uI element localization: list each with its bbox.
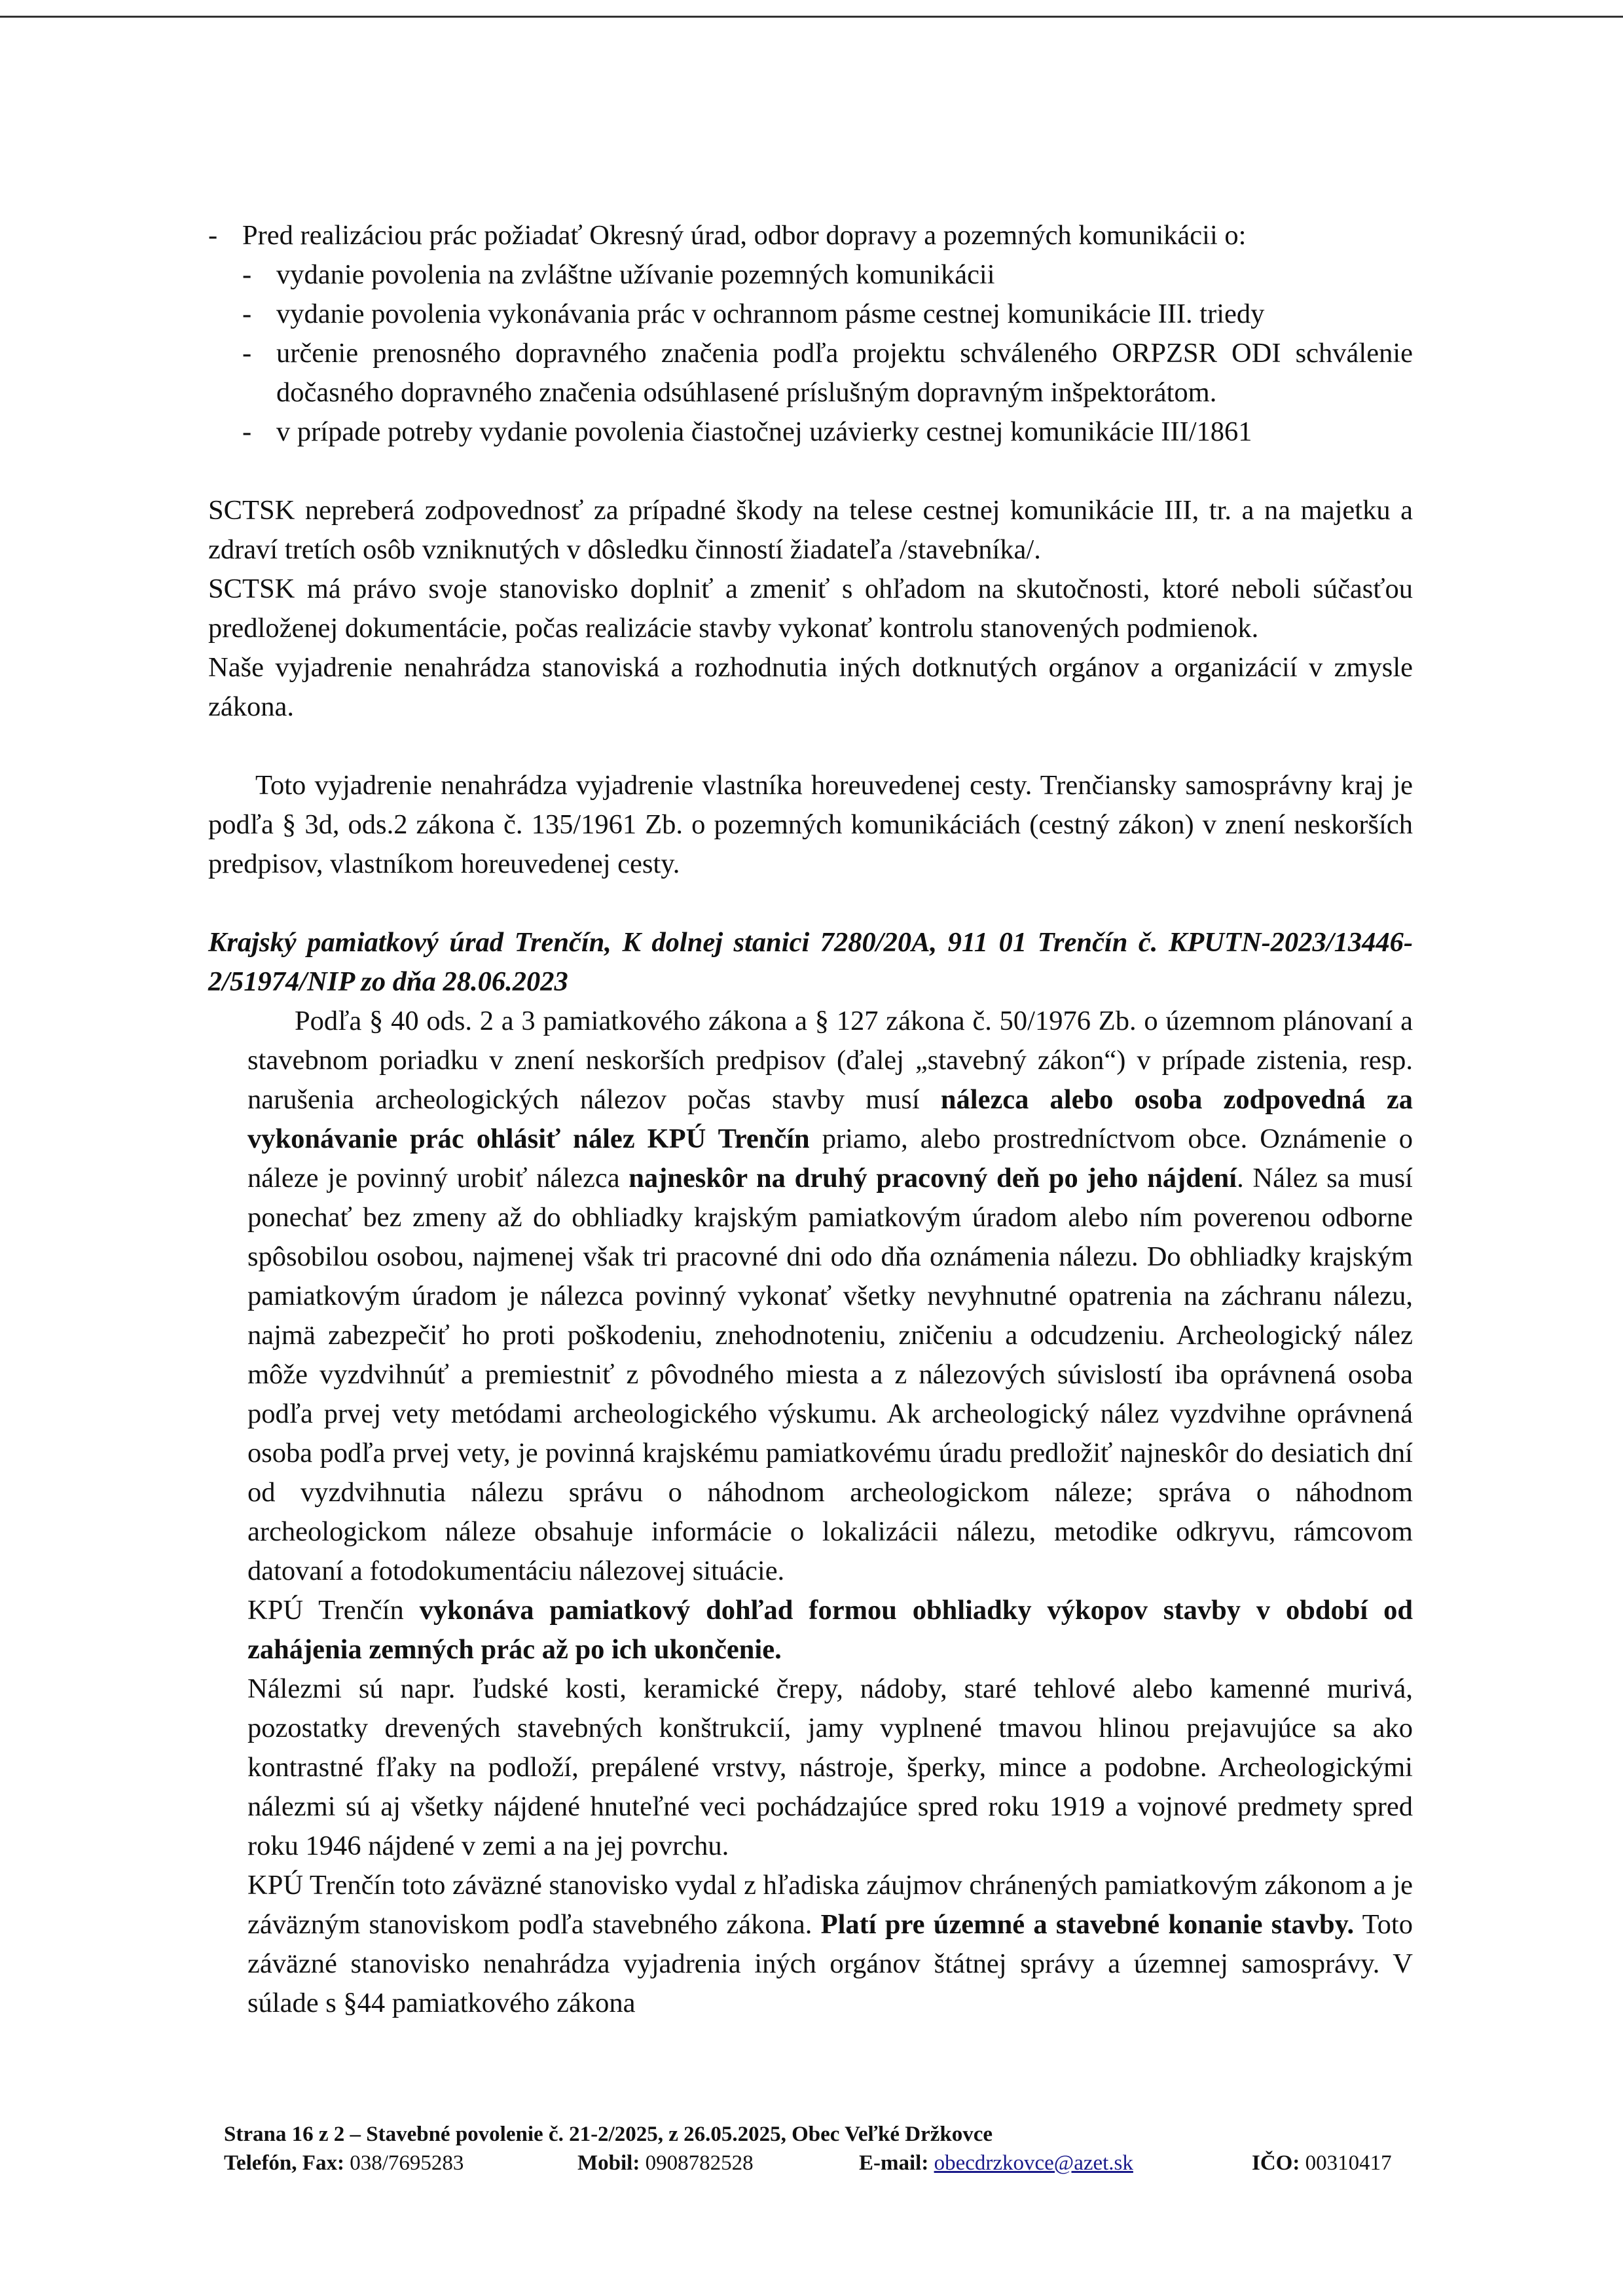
bullet-sub-1 — [242, 255, 1413, 295]
bullet-main — [208, 216, 1413, 255]
footer-phone-value: 038/7695283 — [350, 2151, 464, 2175]
bullet-main-text: Pred realizáciou prác požiadať Okresný úrad, odbor dopravy a pozemných komunikácii o: — [242, 220, 1247, 251]
kpu-text: KPÚ Trenčín — [247, 1595, 420, 1626]
kpu-section — [208, 1002, 1413, 2023]
bullet-dash: - — [242, 416, 252, 447]
sctsk-paragraph-1: SCTSK nepreberá zodpovednosť za prípadné škody na telese cestnej komunikácie III, tr. a na majetku a zdraví tretích osôb vzniknutých v dôsledku činností žiadateľa /stavebníka/. — [208, 495, 1413, 565]
bullet-sub-text: vydanie povolenia vykonávania prác v ochrannom pásme cestnej komunikácie III. triedy — [276, 299, 1265, 329]
footer-ico-label: IČO: — [1252, 2151, 1300, 2175]
sctsk-paragraph-3: Naše vyjadrenie nenahrádza stanoviská a rozhodnutia iných dotknutých orgánov a organizácií v zmysle zákona. — [208, 652, 1413, 722]
kpu-emphasis: vykonáva pamiatkový dohľad formou obhliadky výkopov stavby v období od zahájenia zemných prác až po ich ukončenie. — [247, 1595, 1413, 1665]
bullet-sub-4 — [242, 412, 1413, 452]
owner-paragraph: Toto vyjadrenie nenahrádza vyjadrenie vlastníka horeuvedenej cesty. Trenčiansky samosprávny kraj je podľa § 3d, ods.2 zákona č. 135/1961 Zb. o pozemných komunikáciách (cestný zákon) v znení neskorších predpisov, vlastníkom horeuvedenej cesty. — [208, 770, 1413, 879]
footer-phone-label: Telefón, Fax: — [224, 2151, 344, 2175]
kpu-text: . Nález sa musí ponechať bez zmeny až do obhliadky krajským pamiatkovým úradom alebo ním poverenou odborne spôsobilou osobou, najmenej však tri pracovné dni odo dňa oznámenia nálezu. Do obhliadky krajským pamiatkovým úradom je nálezca povinný vykonať všetky nevyhnutné opatrenia na záchranu nálezu, najmä zabezpečiť ho proti poškodeniu, znehodnoteniu, zničeniu a odcudzeniu. Archeologický nález môže vyzdvihnúť a premiestniť z pôvodného miesta a z nálezových súvislostí iba oprávnená osoba podľa prvej vety metódami archeologického výskumu. Ak archeologický nález vyzdvihne oprávnená osoba podľa prvej vety, je povinná krajskému pamiatkovému úradu predložiť najneskôr do desiatich dní od vyzdvihnutia nálezu správu o náhodnom archeologickom náleze; správa o náhodnom archeologickom náleze obsahuje informácie o lokalizácii nálezu, metodike odkryvu, rámcovom datovaní a fotodokumentáciu nálezovej situácie. — [247, 1163, 1413, 1586]
bullet-sub-text: určenie prenosného dopravného značenia podľa projektu schváleného ORPZSR ODI schválenie dočasného dopravného značenia odsúhlasené príslušným dopravným inšpektorátom. — [276, 338, 1413, 408]
kpu-text: priamo, alebo prostredníctvom obce. Oznámenie o náleze je povinný urobiť nálezca — [247, 1123, 1413, 1194]
footer-mobile — [577, 2149, 859, 2178]
footer-ico-value: 00310417 — [1305, 2151, 1392, 2175]
top-rule — [0, 16, 1623, 18]
bullet-dash: - — [242, 259, 252, 290]
footer-email-link[interactable]: obecdrzkovce@azet.sk — [934, 2151, 1133, 2175]
kpu-emphasis: nálezca alebo osoba zodpovedná za vykonávanie prác ohlásiť nález KPÚ Trenčín — [247, 1084, 1413, 1154]
footer-email — [859, 2149, 1252, 2178]
kpu-emphasis: Platí pre územné a stavebné konanie stavby. — [820, 1909, 1355, 1940]
bullet-dash: - — [208, 220, 218, 251]
footer-contact-row — [224, 2149, 1429, 2178]
footer-phone — [224, 2149, 577, 2178]
kpu-paragraph-3: Nálezmi sú napr. ľudské kosti, keramické črepy, nádoby, staré tehlové alebo kamenné murivá, pozostatky drevených stavebných konštrukcií, jamy vyplnené tmavou hlinou prejavujúce sa ako kontrastné fľaky na podloží, prepálené vrstvy, nástroje, šperky, mince a podobne. Archeologickými nálezmi sú aj všetky nájdené hnuteľné veci pochádzajúce spred roku 1919 a vojnové predmety spred roku 1946 nájdené v zemi a na jej povrchu. — [247, 1673, 1413, 1861]
kpu-paragraph-2 — [247, 1591, 1413, 1669]
footer-ico — [1252, 2149, 1392, 2178]
page-footer — [224, 2120, 1429, 2178]
bullet-sub-3 — [242, 334, 1413, 412]
kpu-text: Toto záväzné stanovisko nenahrádza vyjadrenia iných orgánov štátnej správy a územnej samosprávy. V súlade s §44 pamiatkového zákona — [247, 1909, 1413, 2018]
bullet-dash: - — [242, 299, 252, 329]
document-body — [208, 216, 1413, 2023]
footer-email-label: E-mail: — [859, 2151, 929, 2175]
bullet-dash: - — [242, 338, 252, 369]
kpu-text: KPÚ Trenčín toto záväzné stanovisko vydal z hľadiska záujmov chránených pamiatkovým zákonom a je záväzným stanoviskom podľa stavebného zákona. — [247, 1870, 1413, 1940]
footer-mobile-value: 0908782528 — [645, 2151, 754, 2175]
kpu-paragraph-1 — [247, 1002, 1413, 1591]
footer-mobile-label: Mobil: — [577, 2151, 640, 2175]
kpu-paragraph-4 — [247, 1866, 1413, 2023]
bullet-sub-2 — [242, 295, 1413, 334]
kpu-emphasis: najneskôr na druhý pracovný deň po jeho nájdení — [629, 1163, 1237, 1194]
kpu-text: Podľa § 40 ods. 2 a 3 pamiatkového zákona a § 127 zákona č. 50/1976 Zb. o územnom plánovaní a stavebnom poriadku v znení neskorších predpisov (ďalej „stavebný zákon“) v prípade zistenia, resp. narušenia archeologických nálezov počas stavby musí — [247, 1006, 1413, 1115]
sctsk-paragraph-2: SCTSK má právo svoje stanovisko doplniť a zmeniť s ohľadom na skutočnosti, ktoré neboli súčasťou predloženej dokumentácie, počas realizácie stavby vykonať kontrolu stanovených podmienok. — [208, 574, 1413, 644]
kpu-heading: Krajský pamiatkový úrad Trenčín, K dolnej stanici 7280/20A, 911 01 Trenčín č. KPUTN-2023/13446-2/51974/NIP zo dňa 28.06.2023 — [208, 927, 1413, 997]
bullet-sub-text: v prípade potreby vydanie povolenia čiastočnej uzávierky cestnej komunikácie III/1861 — [276, 416, 1252, 447]
footer-page-info: Strana 16 z 2 – Stavebné povolenie č. 21-2/2025, z 26.05.2025, Obec Veľké Držkovce — [224, 2123, 993, 2146]
bullet-sub-text: vydanie povolenia na zvláštne užívanie pozemných komunikácii — [276, 259, 995, 290]
